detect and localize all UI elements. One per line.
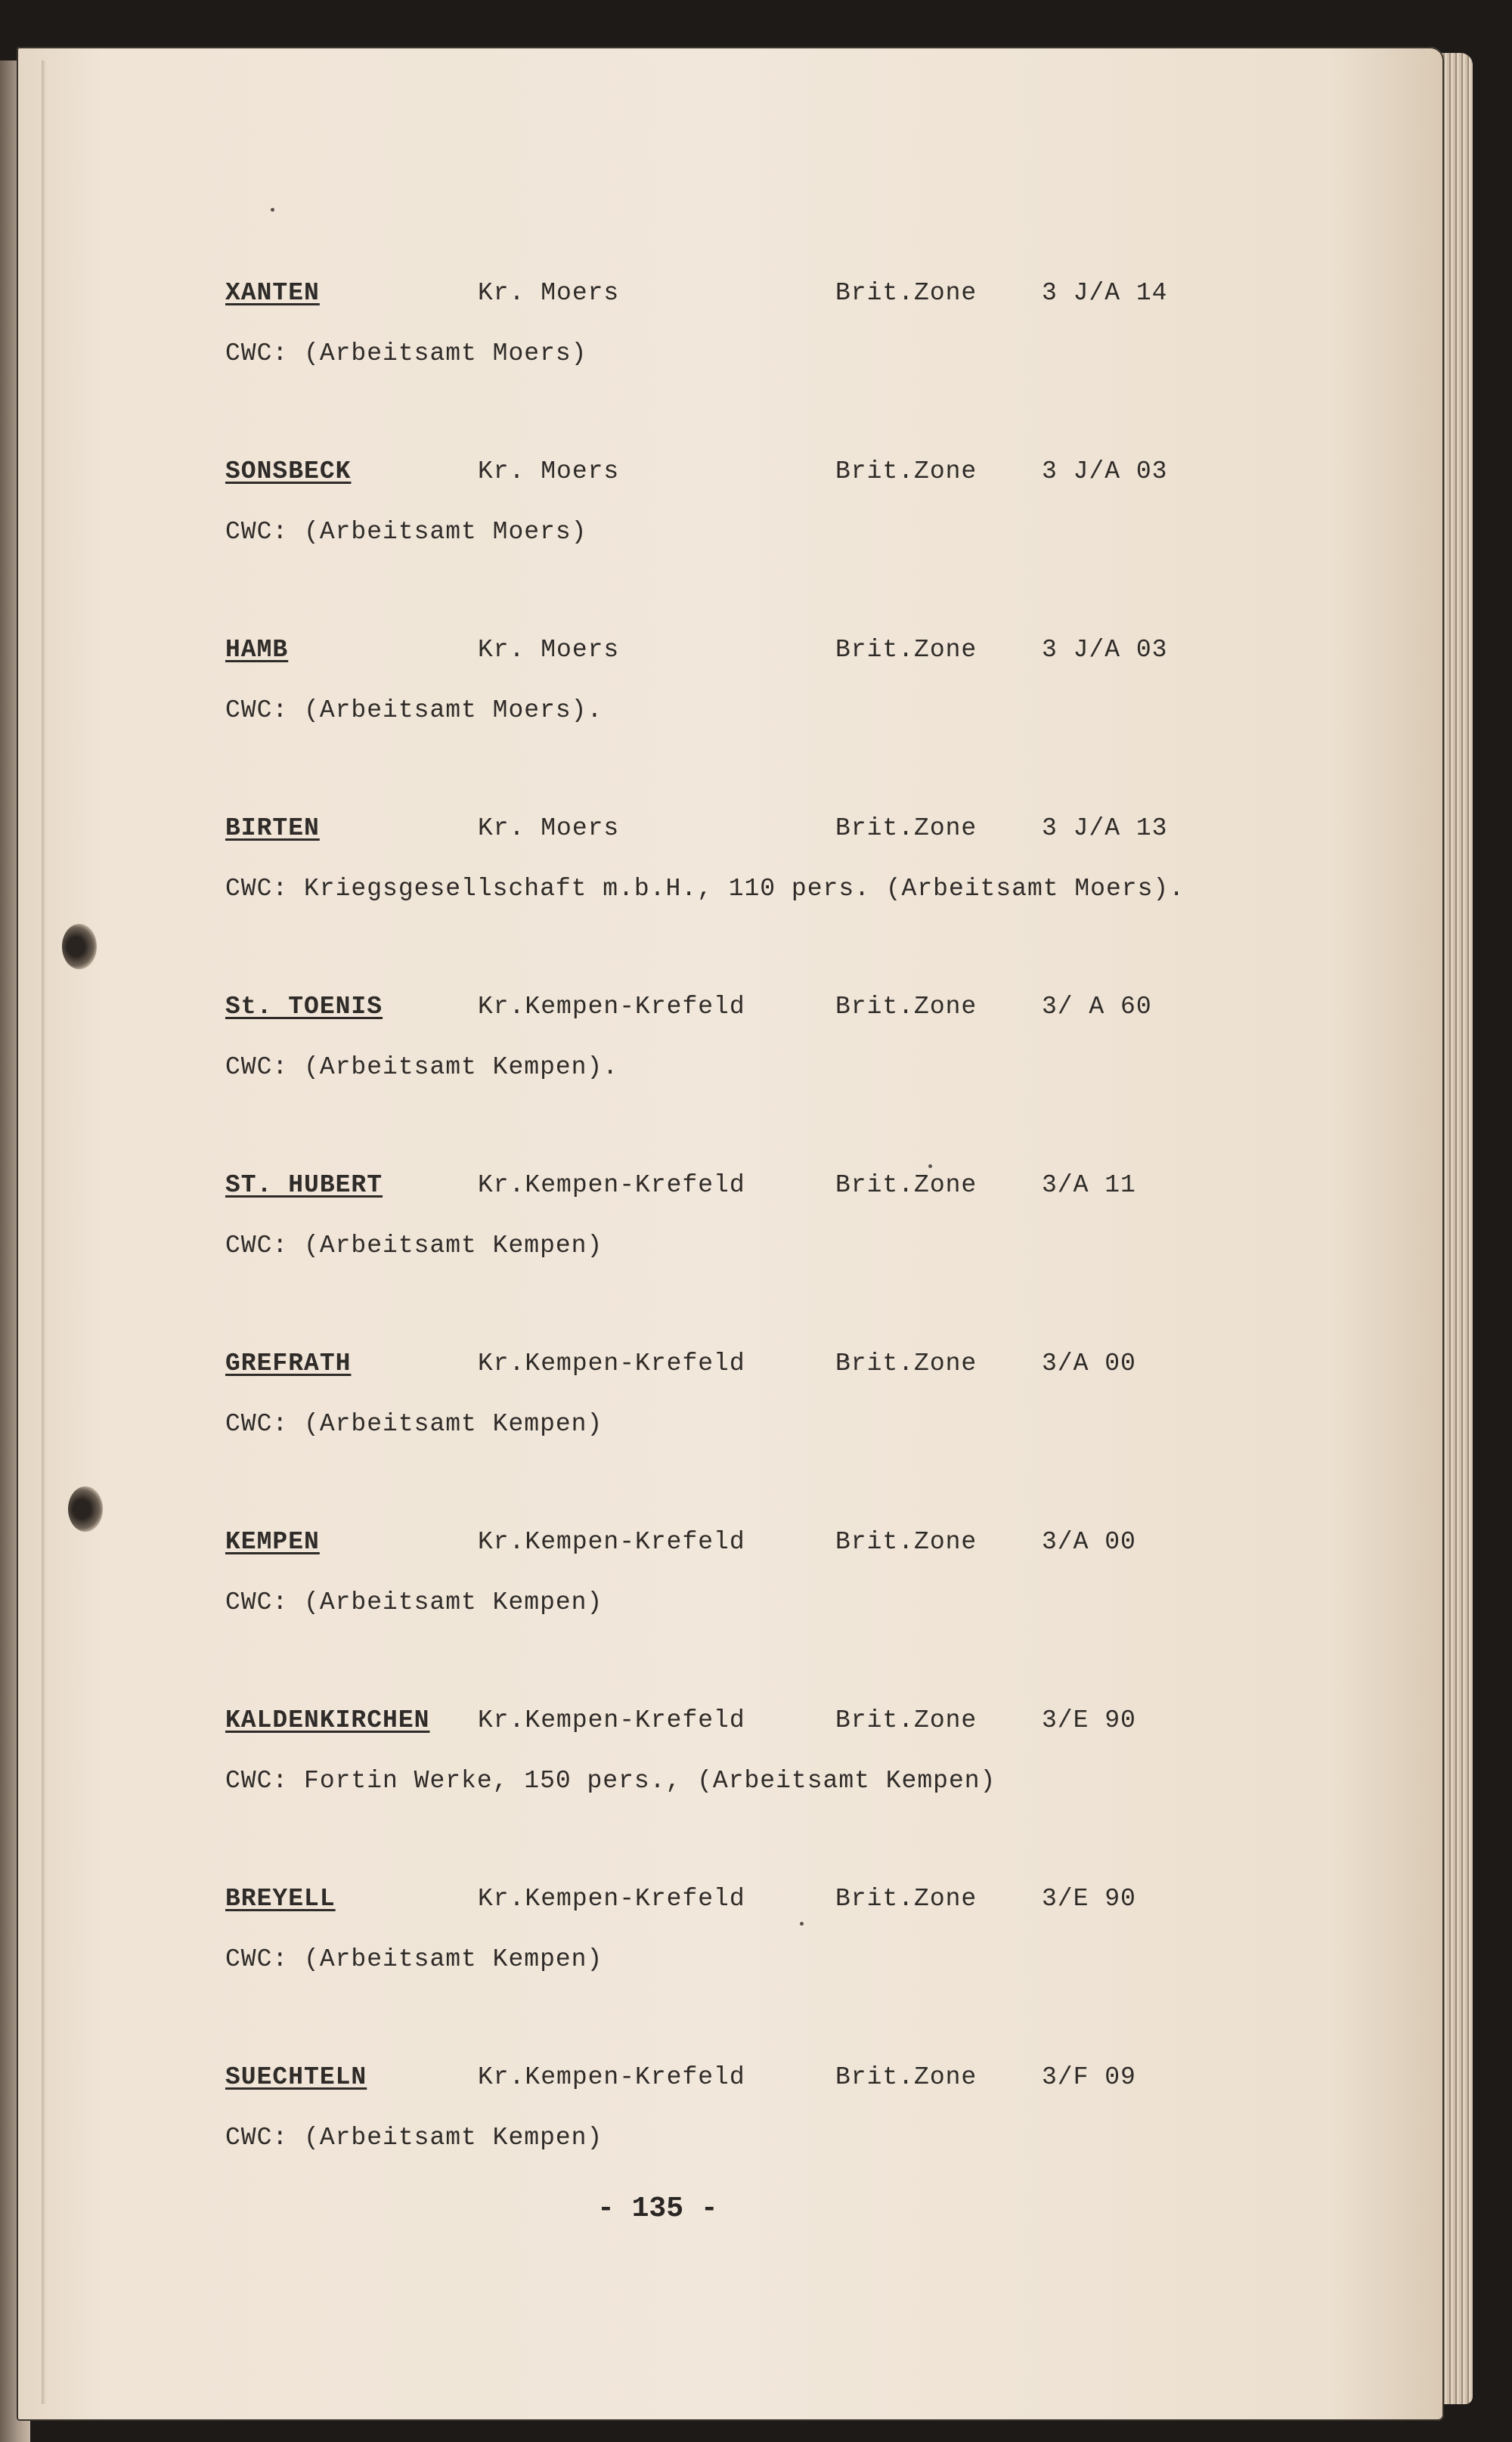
zone: Brit.Zone xyxy=(835,279,978,307)
grid-code: 3 J/A 13 xyxy=(1042,814,1168,842)
list-item xyxy=(0,635,1512,756)
ink-speck xyxy=(928,1164,932,1168)
ink-speck xyxy=(271,208,274,212)
cwc-note: CWC: (Arbeitsamt Moers). xyxy=(225,696,603,724)
grid-code: 3 J/A 03 xyxy=(1042,457,1168,485)
place-name: BIRTEN xyxy=(225,814,320,842)
place-name: ST. HUBERT xyxy=(225,1171,383,1199)
zone: Brit.Zone xyxy=(835,1528,978,1556)
cwc-note: CWC: (Arbeitsamt Kempen) xyxy=(225,1588,603,1616)
district: Kr.Kempen-Krefeld xyxy=(478,1171,745,1199)
grid-code: 3/A 11 xyxy=(1042,1171,1136,1199)
punch-hole-bottom xyxy=(68,1486,103,1532)
place-name: St. TOENIS xyxy=(225,993,383,1021)
list-item xyxy=(0,1706,1512,1827)
zone: Brit.Zone xyxy=(835,636,978,664)
grid-code: 3 J/A 14 xyxy=(1042,279,1168,307)
district: Kr.Kempen-Krefeld xyxy=(478,1706,745,1734)
district: Kr. Moers xyxy=(478,814,620,842)
place-name: BREYELL xyxy=(225,1885,336,1913)
zone: Brit.Zone xyxy=(835,1706,978,1734)
grid-code: 3/ A 60 xyxy=(1042,993,1152,1021)
zone: Brit.Zone xyxy=(835,457,978,485)
page-number: - 135 - xyxy=(597,2193,718,2225)
list-item xyxy=(0,2062,1512,2183)
cwc-note: CWC: (Arbeitsamt Kempen) xyxy=(225,2124,603,2152)
district: Kr.Kempen-Krefeld xyxy=(478,1528,745,1556)
cwc-note: CWC: (Arbeitsamt Kempen) xyxy=(225,1232,603,1260)
grid-code: 3/A 00 xyxy=(1042,1350,1136,1377)
place-name: SONSBECK xyxy=(225,457,352,485)
grid-code: 3 J/A 03 xyxy=(1042,636,1168,664)
district: Kr. Moers xyxy=(478,636,620,664)
district: Kr. Moers xyxy=(478,457,620,485)
cwc-note: CWC: (Arbeitsamt Kempen) xyxy=(225,1410,603,1438)
place-name: GREFRATH xyxy=(225,1350,352,1377)
place-name: XANTEN xyxy=(225,279,320,307)
list-item xyxy=(0,1527,1512,1648)
place-name: KEMPEN xyxy=(225,1528,320,1556)
list-item xyxy=(0,992,1512,1113)
zone: Brit.Zone xyxy=(835,1171,978,1199)
cwc-note: CWC: (Arbeitsamt Kempen) xyxy=(225,1945,603,1973)
place-name: KALDENKIRCHEN xyxy=(225,1706,430,1734)
cwc-note: CWC: Fortin Werke, 150 pers., (Arbeitsamt Kempen) xyxy=(225,1767,996,1795)
district: Kr.Kempen-Krefeld xyxy=(478,1885,745,1913)
zone: Brit.Zone xyxy=(835,814,978,842)
grid-code: 3/E 90 xyxy=(1042,1706,1136,1734)
list-item xyxy=(0,278,1512,399)
zone: Brit.Zone xyxy=(835,2063,978,2091)
district: Kr.Kempen-Krefeld xyxy=(478,1350,745,1377)
list-item xyxy=(0,1884,1512,2005)
zone: Brit.Zone xyxy=(835,993,978,1021)
list-item xyxy=(0,813,1512,934)
list-item xyxy=(0,1170,1512,1291)
grid-code: 3/F 09 xyxy=(1042,2063,1136,2091)
district: Kr.Kempen-Krefeld xyxy=(478,2063,745,2091)
zone: Brit.Zone xyxy=(835,1350,978,1377)
place-name: HAMB xyxy=(225,636,289,664)
grid-code: 3/E 90 xyxy=(1042,1885,1136,1913)
district: Kr. Moers xyxy=(478,279,620,307)
district: Kr.Kempen-Krefeld xyxy=(478,993,745,1021)
zone: Brit.Zone xyxy=(835,1885,978,1913)
cwc-note: CWC: (Arbeitsamt Moers) xyxy=(225,339,587,367)
place-name: SUECHTELN xyxy=(225,2063,367,2091)
cwc-note: CWC: Kriegsgesellschaft m.b.H., 110 pers. (Arbeitsamt Moers). xyxy=(225,875,1185,903)
cwc-note: CWC: (Arbeitsamt Kempen). xyxy=(225,1053,619,1081)
grid-code: 3/A 00 xyxy=(1042,1528,1136,1556)
cwc-note: CWC: (Arbeitsamt Moers) xyxy=(225,518,587,546)
list-item xyxy=(0,1349,1512,1470)
list-item xyxy=(0,457,1512,578)
